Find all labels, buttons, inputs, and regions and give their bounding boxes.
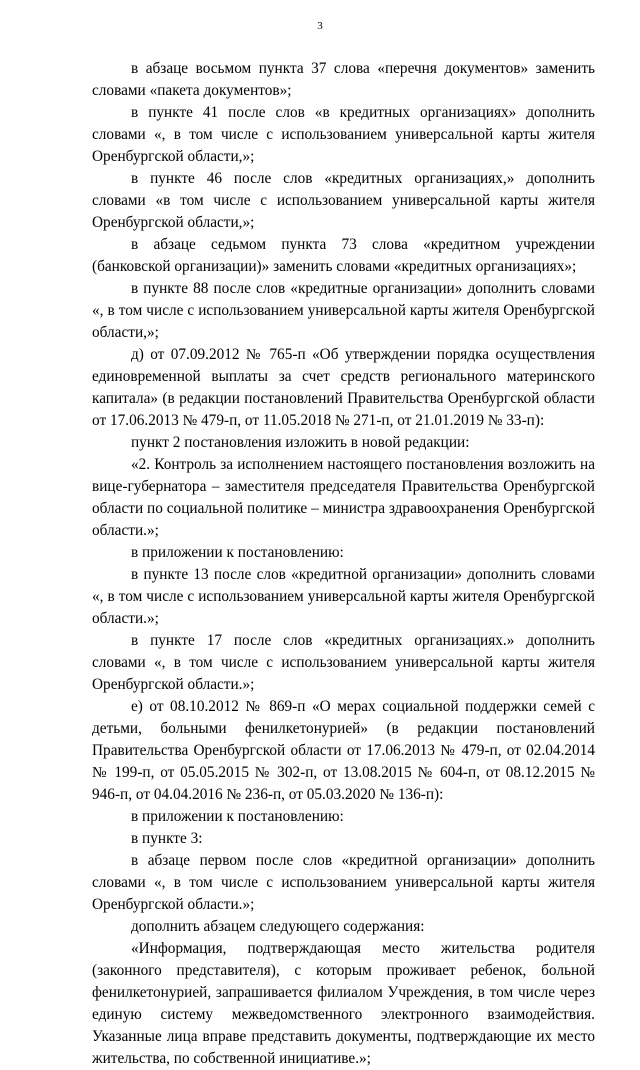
- paragraph: «2. Контроль за исполнением настоящего постановления возложить на вице-губернатора – заместителя председателя Правительства Оренбургской области по социальной политике – министра здравоохранения Оренбургской области.»;: [92, 456, 595, 539]
- paragraph: в пункте 17 после слов «кредитных организациях.» дополнить словами «, в том числе с использованием универсальной карты жителя Оренбургской области.»;: [92, 632, 595, 693]
- paragraph: в абзаце восьмом пункта 37 слова «перечня документов» заменить словами «пакета документов»;: [92, 60, 595, 99]
- paragraph: д) от 07.09.2012 № 765-п «Об утверждении порядка осуществления единовременной выплаты за счет средств регионального материнского капитала» (в редакции постановлений Правительства Оренбургской области от 17.06.2013 № 479-п, от 11.05.2018 № 271-п, от 21.01.2019 № 33-п):: [92, 346, 595, 429]
- document-body: [92, 58, 595, 1070]
- paragraph: в пункте 13 после слов «кредитной организации» дополнить словами «, в том числе с использованием универсальной карты жителя Оренбургской области.»;: [92, 566, 595, 627]
- paragraph: «Информация, подтверждающая место жительства родителя (законного представителя), с которым проживает ребенок, больной фенилкетонурией, запрашивается филиалом Учреждения, в том числе через единую систему межведомственного электронного взаимодействия. Указанные лица вправе представить документы, подтверждающие их место жительства, по собственной инициативе.»;: [92, 940, 595, 1067]
- paragraph: в абзаце седьмом пункта 73 слова «кредитном учреждении (банковской организации)» заменить словами «кредитных организациях»;: [92, 236, 595, 275]
- paragraph: в приложении к постановлению:: [131, 544, 344, 561]
- paragraph: в пункте 41 после слов «в кредитных организациях» дополнить словами «, в том числе с использованием универсальной карты жителя Оренбургской области,»;: [92, 104, 595, 165]
- paragraph: е) от 08.10.2012 № 869-п «О мерах социальной поддержки семей с детьми, больными фенилкетонурией» (в редакции постановлений Правительства Оренбургской области от 17.06.2013 № 479-п, от 02.04.2014 № 199-п, от 05.05.2015 № 302-п, от 13.08.2015 № 604-п, от 08.12.2015 № 946-п, от 04.04.2016 № 236-п, от 05.03.2020 № 136-п):: [92, 698, 595, 803]
- paragraph: пункт 2 постановления изложить в новой редакции:: [131, 434, 470, 451]
- paragraph: в пункте 3:: [131, 830, 203, 847]
- paragraph: в приложении к постановлению:: [131, 808, 344, 825]
- page-number: 3: [317, 20, 323, 32]
- paragraph: в пункте 46 после слов «кредитных организациях,» дополнить словами «в том числе с использованием универсальной карты жителя Оренбургской области,»;: [92, 170, 595, 231]
- paragraph: в абзаце первом после слов «кредитной организации» дополнить словами «, в том числе с использованием универсальной карты жителя Оренбургской области.»;: [92, 852, 595, 913]
- paragraph: в пункте 88 после слов «кредитные организации» дополнить словами «, в том числе с использованием универсальной карты жителя Оренбургской области,»;: [92, 280, 595, 341]
- paragraph: дополнить абзацем следующего содержания:: [131, 918, 425, 935]
